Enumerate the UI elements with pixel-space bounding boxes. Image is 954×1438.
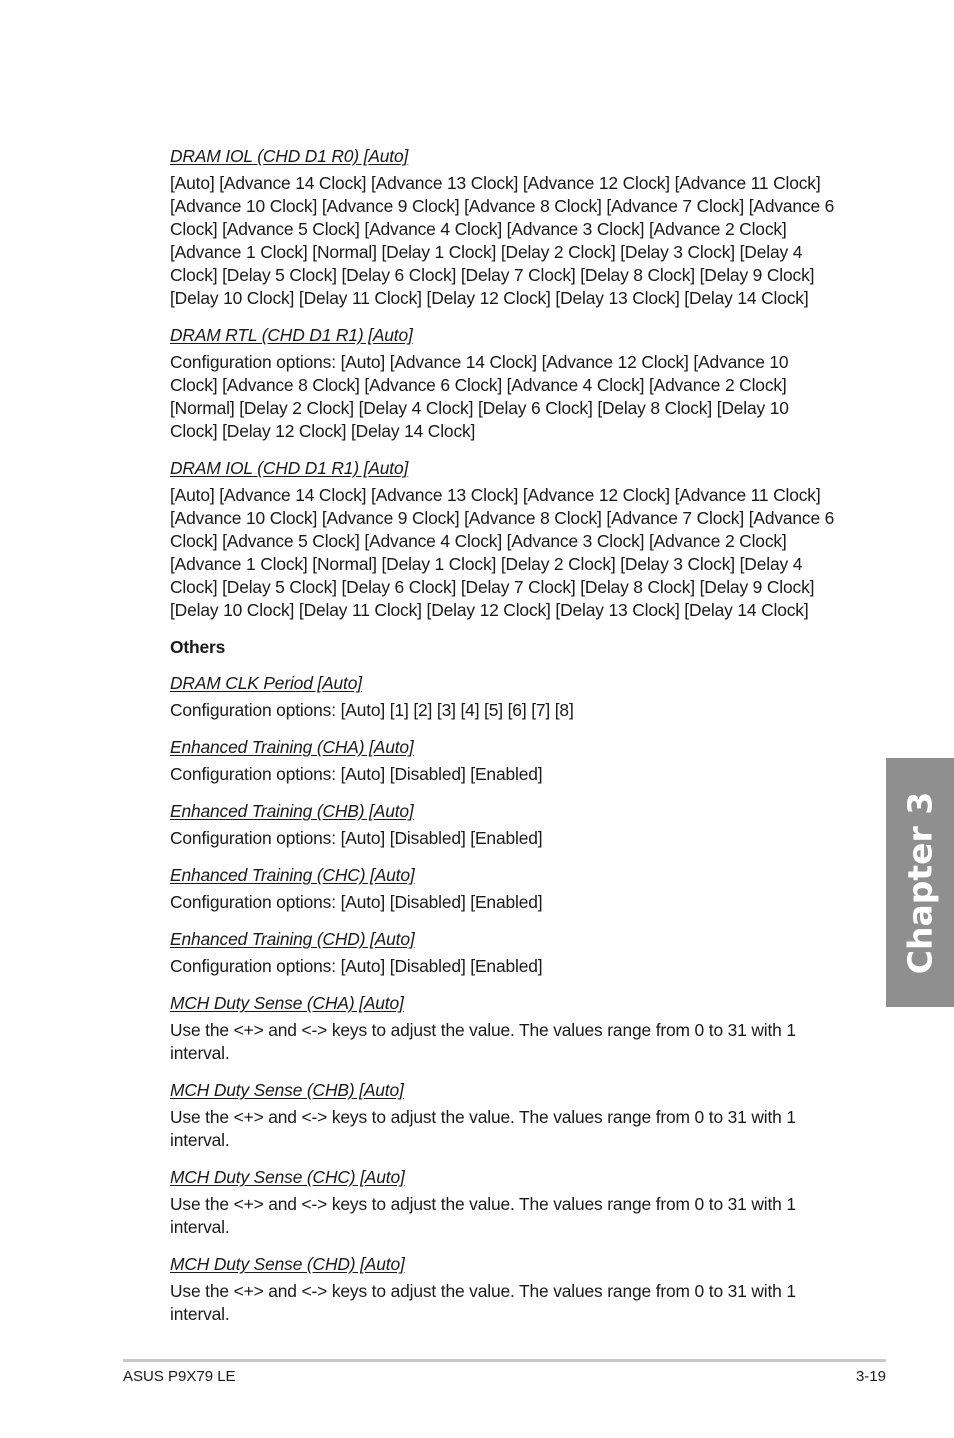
item-title: MCH Duty Sense (CHD) [Auto] xyxy=(170,1254,405,1274)
bios-item xyxy=(170,145,838,310)
item-description: Configuration options: [Auto] [Disabled] [Enabled] xyxy=(170,828,543,848)
bios-item xyxy=(170,800,838,850)
bios-item xyxy=(170,672,838,722)
item-description: Use the <+> and <-> keys to adjust the value. The values range from 0 to 31 with 1 interval. xyxy=(170,1020,796,1063)
item-description: Configuration options: [Auto] [Disabled] [Enabled] xyxy=(170,764,543,784)
bios-item xyxy=(170,1253,838,1326)
section-heading-others: Others xyxy=(170,637,226,657)
item-description: Use the <+> and <-> keys to adjust the value. The values range from 0 to 31 with 1 interval. xyxy=(170,1107,796,1150)
bios-item xyxy=(170,928,838,978)
item-description: Use the <+> and <-> keys to adjust the value. The values range from 0 to 31 with 1 interval. xyxy=(170,1281,796,1324)
manual-body xyxy=(170,145,838,1340)
bios-item xyxy=(170,1166,838,1239)
footer-divider xyxy=(123,1359,886,1362)
chapter-tab-label: Chapter 3 xyxy=(900,791,940,974)
item-title: DRAM RTL (CHD D1 R1) [Auto] xyxy=(170,325,413,345)
item-title: Enhanced Training (CHD) [Auto] xyxy=(170,929,415,949)
bios-item xyxy=(170,736,838,786)
chapter-tab xyxy=(886,758,954,1007)
item-title: MCH Duty Sense (CHC) [Auto] xyxy=(170,1167,405,1187)
item-title: MCH Duty Sense (CHA) [Auto] xyxy=(170,993,404,1013)
item-description: Use the <+> and <-> keys to adjust the value. The values range from 0 to 31 with 1 interval. xyxy=(170,1194,796,1237)
item-title: Enhanced Training (CHA) [Auto] xyxy=(170,737,414,757)
item-description: Configuration options: [Auto] [1] [2] [3] [4] [5] [6] [7] [8] xyxy=(170,700,574,720)
item-title: DRAM IOL (CHD D1 R0) [Auto] xyxy=(170,146,409,166)
item-description: Configuration options: [Auto] [Advance 14 Clock] [Advance 12 Clock] [Advance 10 Clock] [Advance 8 Clock] [Advance 6 Clock] [Advance 4 Clock] [Advance 2 Clock] [Normal] [Delay 2 Clock] [Delay 4 Clock] [Delay 6 Clock] [Delay 8 Clock] [Delay 10 Clock] [Delay 12 Clock] [Delay 14 Clock] xyxy=(170,352,789,441)
item-description: [Auto] [Advance 14 Clock] [Advance 13 Clock] [Advance 12 Clock] [Advance 11 Clock] [Advance 10 Clock] [Advance 9 Clock] [Advance 8 Clock] [Advance 7 Clock] [Advance 6 Clock] [Advance 5 Clock] [Advance 4 Clock] [Advance 3 Clock] [Advance 2 Clock] [Advance 1 Clock] [Normal] [Delay 1 Clock] [Delay 2 Clock] [Delay 3 Clock] [Delay 4 Clock] [Delay 5 Clock] [Delay 6 Clock] [Delay 7 Clock] [Delay 8 Clock] [Delay 9 Clock] [Delay 10 Clock] [Delay 11 Clock] [Delay 12 Clock] [Delay 13 Clock] [Delay 14 Clock] xyxy=(170,485,835,620)
item-title: DRAM CLK Period [Auto] xyxy=(170,673,362,693)
bios-item xyxy=(170,992,838,1065)
item-description: Configuration options: [Auto] [Disabled] [Enabled] xyxy=(170,892,543,912)
footer-product-name: ASUS P9X79 LE xyxy=(123,1368,236,1385)
bios-item xyxy=(170,324,838,443)
item-title: MCH Duty Sense (CHB) [Auto] xyxy=(170,1080,404,1100)
bios-item xyxy=(170,864,838,914)
item-title: Enhanced Training (CHB) [Auto] xyxy=(170,801,414,821)
bios-item xyxy=(170,1079,838,1152)
footer-page-number: 3-19 xyxy=(855,1368,886,1385)
item-title: DRAM IOL (CHD D1 R1) [Auto] xyxy=(170,458,409,478)
item-description: Configuration options: [Auto] [Disabled] [Enabled] xyxy=(170,956,543,976)
bios-item xyxy=(170,457,838,622)
item-title: Enhanced Training (CHC) [Auto] xyxy=(170,865,415,885)
item-description: [Auto] [Advance 14 Clock] [Advance 13 Clock] [Advance 12 Clock] [Advance 11 Clock] [Advance 10 Clock] [Advance 9 Clock] [Advance 8 Clock] [Advance 7 Clock] [Advance 6 Clock] [Advance 5 Clock] [Advance 4 Clock] [Advance 3 Clock] [Advance 2 Clock] [Advance 1 Clock] [Normal] [Delay 1 Clock] [Delay 2 Clock] [Delay 3 Clock] [Delay 4 Clock] [Delay 5 Clock] [Delay 6 Clock] [Delay 7 Clock] [Delay 8 Clock] [Delay 9 Clock] [Delay 10 Clock] [Delay 11 Clock] [Delay 12 Clock] [Delay 13 Clock] [Delay 14 Clock] xyxy=(170,173,835,308)
